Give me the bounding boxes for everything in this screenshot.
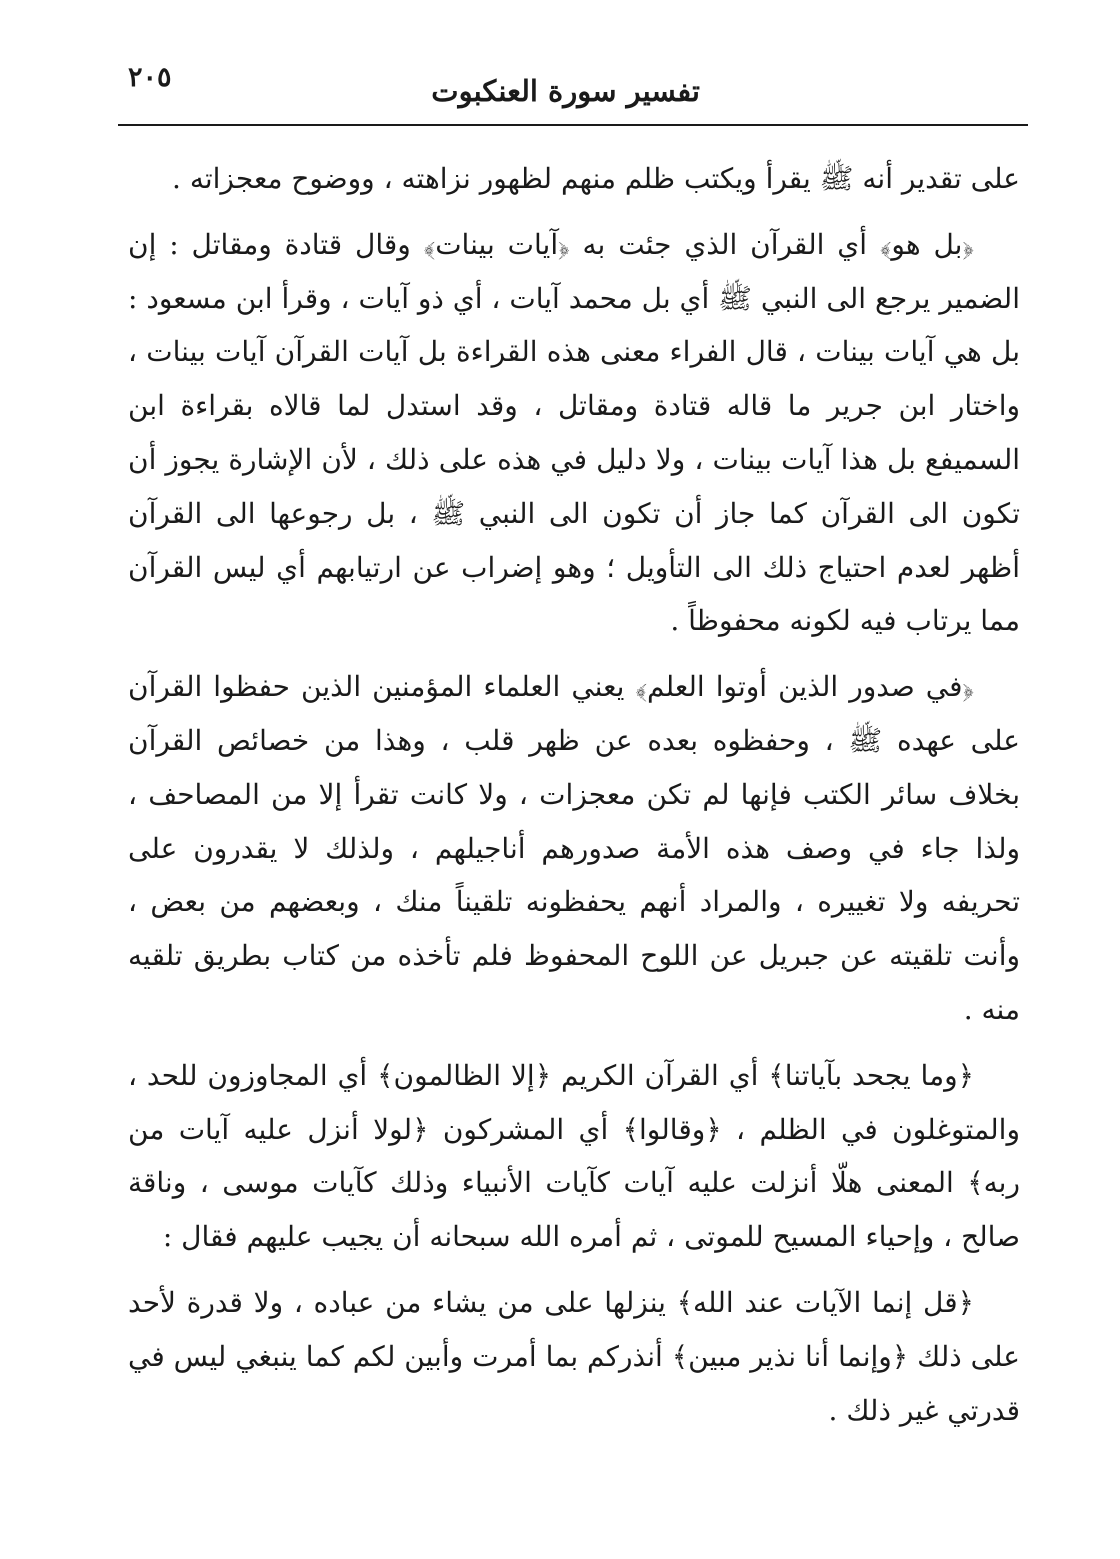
- page-header: [120, 56, 1030, 122]
- running-title: تفسير سورة العنكبوت: [431, 74, 700, 108]
- header-divider: [118, 124, 1028, 126]
- paragraph-qul-innama: ﴿قل إنما الآيات عند الله﴾ ينزلها على من يشاء من عباده ، ولا قدرة لأحد على ذلك ﴿وإنما أنا نذير مبين﴾ أنذركم بما أمرت وأبين لكم كما ينبغي ليس في قدرتي غير ذلك .: [128, 1285, 1021, 1427]
- paragraph-wa-ma-yajhadu: ﴿وما يجحد بآياتنا﴾ أي القرآن الكريم ﴿إلا الظالمون﴾ أي المجاوزون للحد ، والمتوغلون في الظلم ، ﴿وقالوا﴾ أي المشركون ﴿لولا أنزل عليه آيات من ربه﴾ المعنى هلّا أنزلت عليه آيات كآيات الأنبياء وذلك كآيات موسى ، وناقة صالح ، وإحياء المسيح للموتى ، ثم أمره الله سبحانه أن يجيب عليهم فقال :: [128, 1058, 1020, 1254]
- body-text: [128, 152, 1020, 1437]
- paragraph-bal-huwa: ﴿بل هو﴾ أي القرآن الذي جئت به ﴿آيات بينات﴾ وقال قتادة ومقاتل : إن الضمير يرجع الى النبي ﷺ أي بل محمد آيات ، أي ذو آيات ، وقرأ ابن مسعود : بل هي آيات بينات ، قال الفراء معنى هذه القراءة بل آيات القرآن آيات بينات ، واختار ابن جرير ما قاله قتادة ومقاتل ، وقد استدل لما قالاه بقراءة ابن السميفع بل هذا آيات بينات ، ولا دليل في هذه على ذلك ، لأن الإشارة يجوز أن تكون الى القرآن كما جاز أن تكون الى النبي ﷺ ، بل رجوعها الى القرآن أظهر لعدم احتياج ذلك الى التأويل ؛ وهو إضراب عن ارتيابهم أي ليس القرآن مما يرتاب فيه لكونه محفوظاً .: [128, 227, 1020, 638]
- paragraph-fi-sudur: ﴿في صدور الذين أوتوا العلم﴾ يعني العلماء المؤمنين الذين حفظوا القرآن على عهده ﷺ ، وحفظوه بعده عن ظهر قلب ، وهذا من خصائص القرآن بخلاف سائر الكتب فإنها لم تكن معجزات ، ولا كانت تقرأ إلا من المصاحف ، ولذا جاء في وصف هذه الأمة صدورهم أناجيلهم ، ولذلك لا يقدرون على تحريفه ولا تغييره ، والمراد أنهم يحفظونه تلقيناً منك ، وبعضهم من بعض ، وأنت تلقيته عن جبريل عن اللوح المحفوظ فلم تأخذه من كتاب بطريق تلقيه منه .: [128, 670, 1020, 1026]
- paragraph-continuation: على تقدير أنه ﷺ يقرأ ويكتب ظلم منهم لظهور نزاهته ، ووضوح معجزاته .: [172, 162, 1020, 195]
- page-number: ٢٠٥: [128, 62, 172, 93]
